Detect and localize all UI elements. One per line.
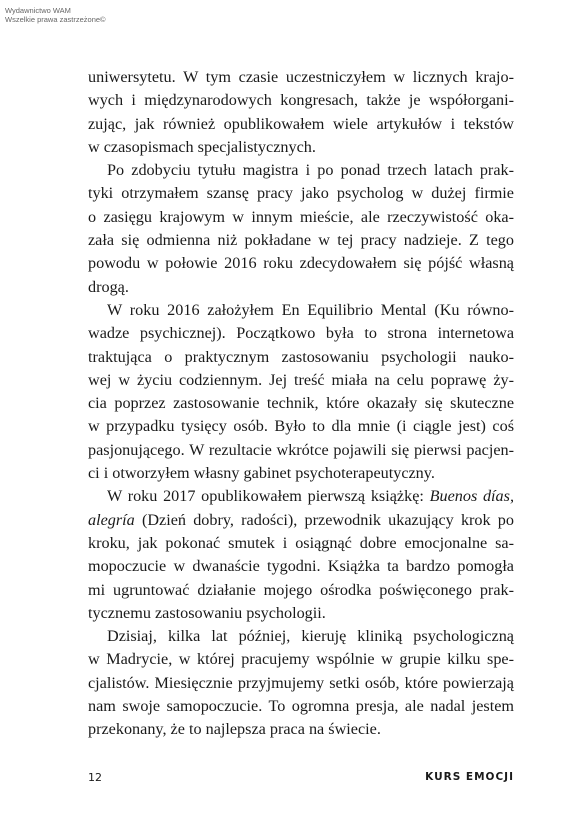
text-line: tycznemu zastosowaniu psychologii. — [88, 603, 326, 622]
text-line: wadze psychicznej). Początkowo była to strona internetowa — [88, 324, 514, 343]
paragraph-4 — [88, 485, 514, 625]
text-line: uniwersytetu. W tym czasie uczestniczyłem w licznych krajo- — [88, 68, 514, 86]
text-line: zując, jak również opublikowałem wiele artykułów i tekstów — [88, 114, 514, 133]
text-line: w Madrycie, w której pracujemy wspólnie w grupie kilku spe- — [88, 650, 514, 669]
text-line: w czasopismach specjalistycznych. — [88, 137, 316, 156]
text-line: traktująca o praktycznym zastosowaniu psychologii nauko- — [88, 347, 514, 366]
running-title: KURS EMOCJI — [425, 771, 514, 783]
watermark — [5, 6, 106, 24]
text-line: wych i międzynarodowych kongresach, także je współorgani- — [88, 91, 514, 110]
paragraph-2 — [88, 159, 514, 299]
text-line: cia poprzez zastosowanie technik, które okazały się skuteczne — [88, 394, 514, 413]
text-line: W roku 2016 założyłem En Equilibrio Mental (Ku równo- — [107, 300, 514, 319]
text-line: mopoczucie w dwanaście tygodni. Książka ta bardzo pomogła — [88, 557, 514, 576]
text-line: wej w życiu codziennym. Jej treść miała na celu poprawę ży- — [88, 370, 514, 389]
paragraph-5 — [88, 625, 514, 741]
text-line: drogą. — [88, 277, 129, 296]
text-line: mi ugruntować działanie mojego ośrodka poświęconego prak- — [88, 580, 514, 599]
book-title-italic: Buenos días, — [429, 487, 514, 506]
text-line: powodu w połowie 2016 roku zdecydowałem się pójść własną — [88, 254, 514, 273]
text-line: o zasięgu krajowym w innym mieście, ale rzeczywistość oka- — [88, 207, 514, 226]
text-line: tyki otrzymałem szansę pracy jako psycholog w dużej firmie — [88, 184, 514, 203]
rights-notice: Wszelkie prawa zastrzeżone© — [5, 15, 106, 24]
body-text — [88, 66, 514, 742]
book-title-italic: alegría — [88, 510, 135, 529]
text-line: cjalistów. Miesięcznie przyjmujemy setki osób, które powierzają — [88, 673, 514, 692]
publisher-name: Wydawnictwo WAM — [5, 6, 71, 15]
text-line — [88, 485, 514, 508]
text-line: Po zdobyciu tytułu magistra i po ponad trzech latach prak- — [107, 161, 514, 180]
page-footer — [88, 769, 514, 785]
text-line: pasjonującego. W rezultacie wkrótce pojawili się pierwsi pacjen- — [88, 440, 514, 459]
page-number: 12 — [88, 770, 102, 784]
paragraph-3 — [88, 299, 514, 485]
paragraph-1 — [88, 66, 514, 159]
text-line: nam swoje samopoczucie. To ogromna presja, ale nadal jestem — [88, 697, 514, 716]
text-line — [88, 509, 514, 532]
text-run: W roku 2017 opublikowałem pierwszą książkę: — [107, 487, 430, 506]
text-run: (Dzień dobry, radości), przewodnik ukazujący krok po — [134, 510, 514, 529]
text-line: Dzisiaj, kilka lat później, kieruję kliniką psychologiczną — [107, 627, 514, 646]
text-line: przekonany, że to najlepsza praca na świecie. — [88, 720, 381, 739]
text-line: w przypadku tysięcy osób. Było to dla mnie (i ciągle jest) coś — [88, 417, 514, 436]
text-line: zała się odmienna niż pokładane w tej pracy nadzieje. Z tego — [88, 231, 514, 250]
text-line: ci i otworzyłem własny gabinet psychoterapeutyczny. — [88, 464, 435, 483]
text-line: kroku, jak pokonać smutek i osiągnąć dobre emocjonalne sa- — [88, 533, 514, 552]
